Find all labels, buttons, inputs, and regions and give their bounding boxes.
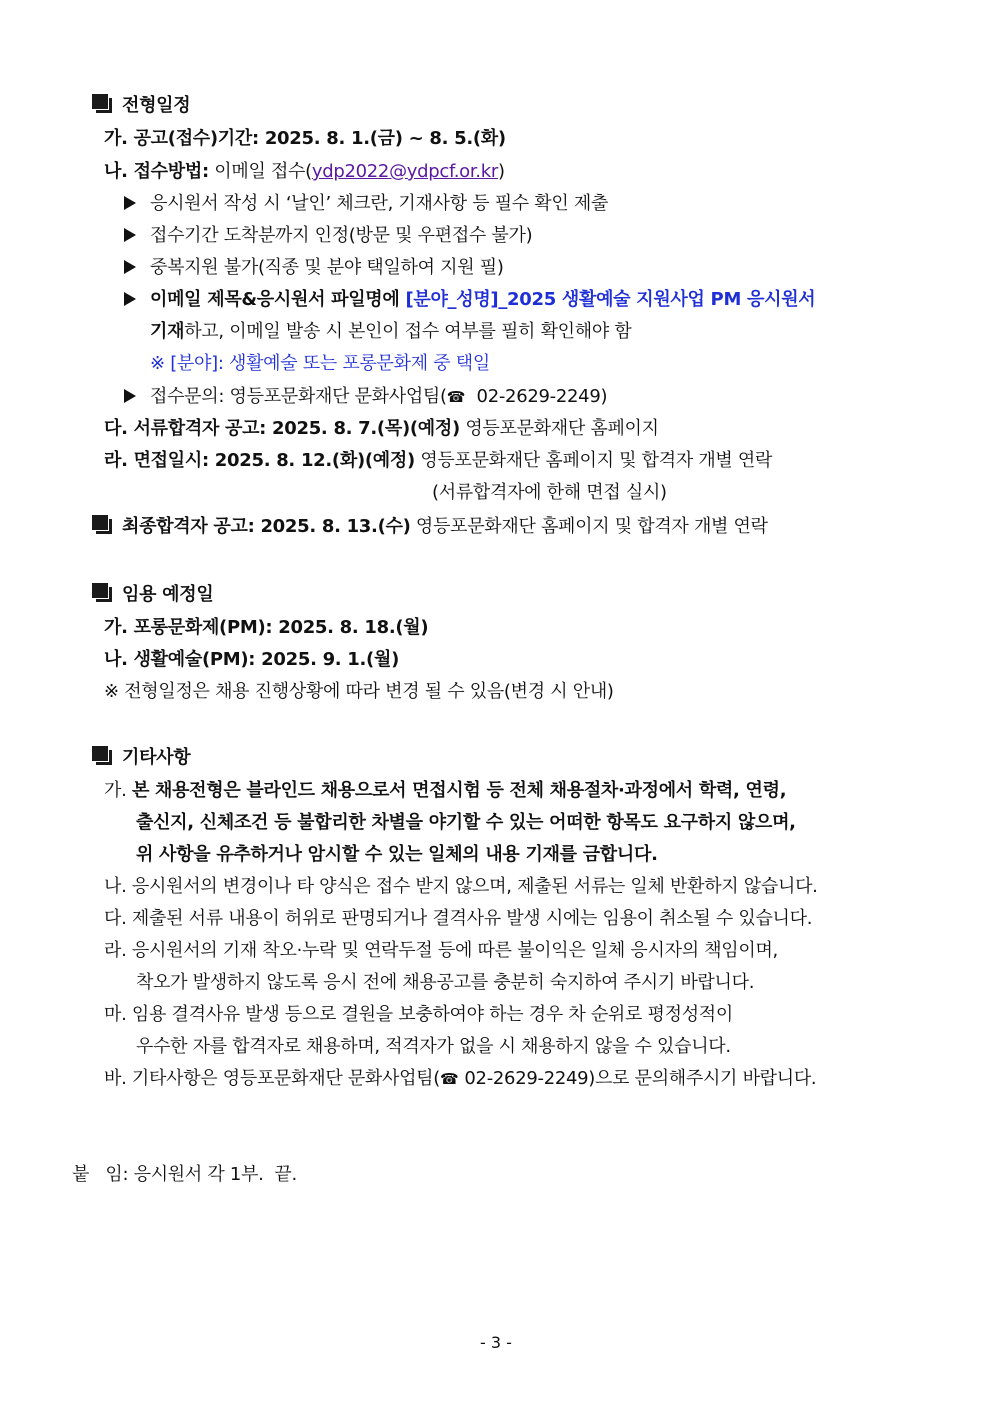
triangle-bullet-icon (124, 292, 136, 306)
schedule-item-na: 나. 접수방법: 이메일 접수(ydp2022@ydpcf.or.kr) (104, 161, 505, 182)
other-item-ra: 라. 응시원서의 기재 착오·누락 및 연락두절 등에 따른 불이익은 일체 응시자의 책임이며, (104, 940, 778, 961)
attachment-note: 붙 임: 응시원서 각 1부. 끝. (72, 1164, 297, 1185)
other-item-ga: 가. 본 채용전형은 블라인드 채용으로서 면접시험 등 전체 채용절차·과정에서 학력, 연령, (104, 780, 787, 801)
interview-note: (서류합격자에 한해 면접 실시) (432, 482, 667, 503)
section-bullet-icon (92, 515, 114, 535)
appointment-item-na: 나. 생활예술(PM): 2025. 9. 1.(월) (104, 649, 400, 670)
schedule-item-ra: 라. 면접일시: 2025. 8. 12.(화)(예정) 영등포문화재단 홈페이지 및 합격자 개별 연락 (104, 450, 773, 471)
section-bullet-icon (92, 746, 114, 766)
other-item-ra-line-2: 착오가 발생하지 않도록 응시 전에 채용공고를 충분히 숙지하여 주시기 바랍니다. (136, 972, 755, 993)
bullet-item-5: 접수문의: 영등포문화재단 문화사업팀(☎ 02-2629-2249) (124, 384, 607, 410)
other-item-ba: 바. 기타사항은 영등포문화재단 문화사업팀(☎ 02-2629-2249)으로 문의해주시기 바랍니다. (104, 1066, 816, 1092)
schedule-item-da: 다. 서류합격자 공고: 2025. 8. 7.(목)(예정) 영등포문화재단 홈페이지 (104, 418, 659, 439)
bullet-item-4: 이메일 제목&응시원서 파일명에 [분야_성명]_2025 생활예술 지원사업 PM 응시원서 (124, 287, 815, 313)
triangle-bullet-icon (124, 260, 136, 274)
triangle-bullet-icon (124, 389, 136, 403)
bullet-item-1: 응시원서 작성 시 ‘날인’ 체크란, 기재사항 등 필수 확인 제출 (124, 191, 608, 217)
section-final-announcement: 최종합격자 공고: 2025. 8. 13.(수) 영등포문화재단 홈페이지 및 합격자 개별 연락 (92, 514, 768, 540)
section-appointment-title: 임용 예정일 (92, 582, 213, 608)
section-other-title: 기타사항 (92, 745, 190, 771)
section-schedule-title: 전형일정 (92, 93, 190, 119)
field-note: ※ [분야]: 생활예술 또는 포롱문화제 중 택일 (150, 353, 490, 374)
phone-icon: ☎ (446, 388, 466, 406)
other-item-ma: 마. 임용 결격사유 발생 등으로 결원을 보충하여야 하는 경우 차 순위로 평정성적이 (104, 1004, 733, 1025)
other-item-ga-line-2: 출신지, 신체조건 등 불합리한 차별을 야기할 수 있는 어떠한 항목도 요구하지 않으며, (136, 812, 796, 833)
triangle-bullet-icon (124, 228, 136, 242)
section-bullet-icon (92, 583, 114, 603)
section-bullet-icon (92, 94, 114, 114)
other-item-ma-line-2: 우수한 자를 합격자로 채용하며, 적격자가 없을 시 채용하지 않을 수 있습니다. (136, 1036, 731, 1057)
bullet-item-2: 접수기간 도착분까지 인정(방문 및 우편접수 불가) (124, 223, 532, 249)
other-item-na: 나. 응시원서의 변경이나 타 양식은 접수 받지 않으며, 제출된 서류는 일체 반환하지 않습니다. (104, 876, 818, 897)
schedule-change-note: ※ 전형일정은 채용 진행상황에 따라 변경 될 수 있음(변경 시 안내) (104, 681, 614, 702)
appointment-item-ga: 가. 포롱문화제(PM): 2025. 8. 18.(월) (104, 617, 429, 638)
schedule-item-ga: 가. 공고(접수)기간: 2025. 8. 1.(금) ~ 8. 5.(화) (104, 128, 506, 149)
other-item-da: 다. 제출된 서류 내용이 허위로 판명되거나 결격사유 발생 시에는 임용이 취소될 수 있습니다. (104, 908, 813, 929)
email-link[interactable]: ydp2022@ydpcf.or.kr (311, 161, 498, 182)
page-number: - 3 - (480, 1333, 512, 1352)
bullet-item-3: 중복지원 불가(직종 및 분야 택일하여 지원 필) (124, 255, 504, 281)
bullet-item-4-line-2: 기재하고, 이메일 발송 시 본인이 접수 여부를 필히 확인해야 함 (150, 321, 632, 342)
phone-icon: ☎ (440, 1070, 459, 1088)
triangle-bullet-icon (124, 196, 136, 210)
other-item-ga-line-3: 위 사항을 유추하거나 암시할 수 있는 일체의 내용 기재를 금합니다. (136, 844, 658, 865)
